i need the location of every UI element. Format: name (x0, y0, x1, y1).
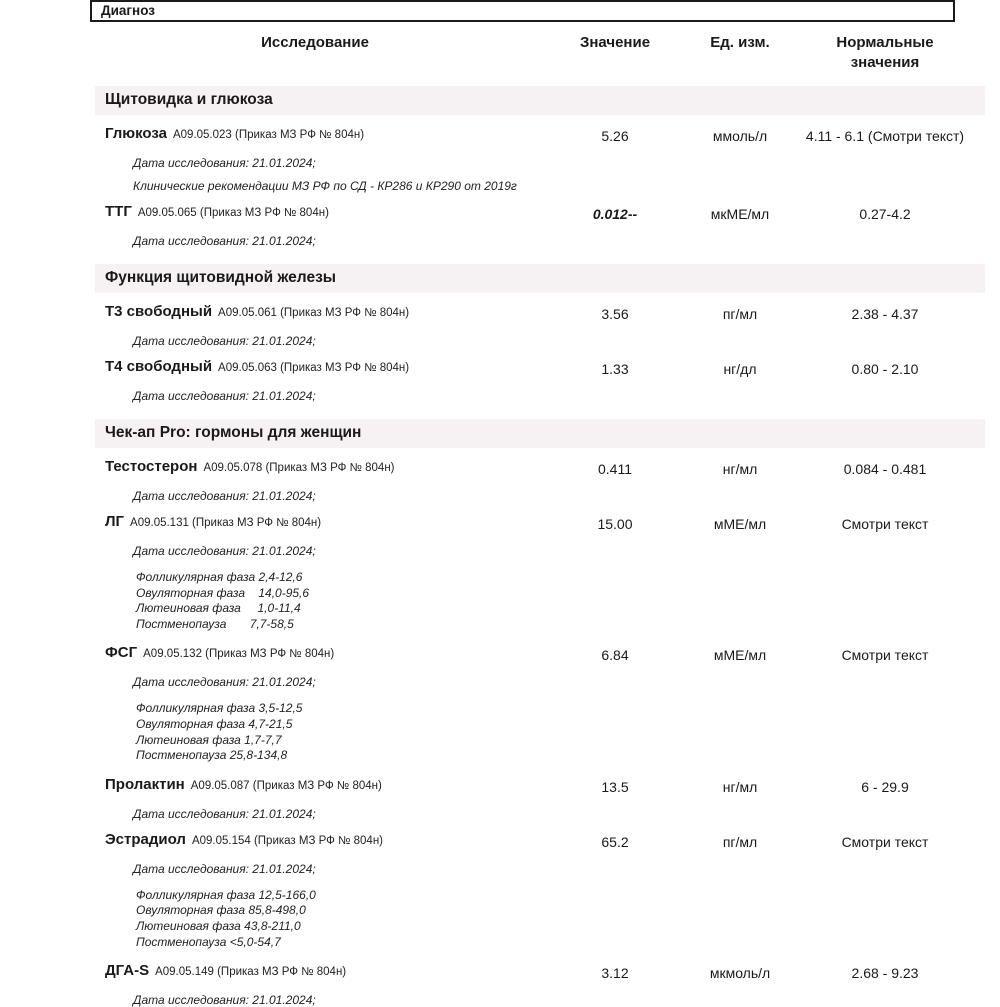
test-value: 1.33 (601, 361, 629, 377)
reference-phase-line: Лютеиновая фаза 1,0-11,4 (136, 601, 301, 616)
test-units: ммоль/л (712, 128, 768, 144)
test-name: Пролактин (105, 775, 185, 793)
test-code: A09.05.023 (Приказ МЗ РФ № 804н) (172, 129, 365, 141)
reference-phase-line: Овуляторная фаза 85,8-498,0 (136, 903, 306, 918)
test-note: Дата исследования: 21.01.2024; (133, 806, 316, 821)
test-normal: 0.80 - 2.10 (851, 361, 919, 377)
reference-phase-line: Постменопауза <5,0-54,7 (136, 934, 281, 949)
test-note: Дата исследования: 21.01.2024; (133, 861, 316, 876)
column-header-value: Значение (579, 34, 651, 51)
reference-phases (136, 888, 535, 950)
test-units: пг/мл (722, 833, 758, 850)
test-row (95, 448, 985, 503)
test-code: A09.05.087 (Приказ МЗ РФ № 804н) (190, 779, 382, 792)
test-note: Дата исследования: 21.01.2024; (133, 389, 316, 403)
test-name-cell (95, 962, 535, 1007)
reference-phase-line: Фолликулярная фаза 3,5-12,5 (136, 701, 303, 716)
test-note: Дата исследования: 21.01.2024; (133, 675, 316, 690)
test-row (95, 952, 985, 1007)
test-code: A09.05.078 (Приказ МЗ РФ № 804н) (203, 462, 395, 474)
test-normal: 4.11 - 6.1 (Смотри текст) (805, 128, 965, 144)
test-value: 6.84 (601, 647, 629, 664)
test-name-cell (95, 458, 535, 503)
diagnosis-box (90, 0, 955, 22)
test-normal: Смотри текст (841, 516, 929, 532)
test-row (95, 503, 985, 634)
test-value: 3.12 (601, 965, 629, 982)
test-row (95, 821, 985, 952)
test-note: Дата исследования: 21.01.2024; (133, 334, 316, 348)
test-units: нг/дл (723, 361, 757, 377)
test-normal: 0.27-4.2 (859, 206, 911, 222)
test-units: мкмоль/л (709, 965, 771, 982)
test-code: A09.05.149 (Приказ МЗ РФ № 804н) (155, 966, 347, 979)
test-name-cell (95, 303, 535, 348)
test-note: Дата исследования: 21.01.2024; (133, 993, 316, 1007)
reference-phase-line: Постменопауза 25,8-134,8 (136, 748, 288, 763)
test-normal: 0.084 - 0.481 (843, 461, 927, 477)
column-header-normal: Нормальные значения (836, 34, 934, 71)
test-name: ТТГ (105, 203, 132, 220)
test-note: Дата исследования: 21.01.2024; (133, 156, 316, 170)
table-header (95, 22, 985, 72)
test-name: Эстрадиол (105, 830, 186, 848)
test-units: нг/мл (722, 778, 758, 795)
test-row (95, 348, 985, 403)
test-note: Дата исследования: 21.01.2024; (133, 544, 316, 558)
test-code: A09.05.063 (Приказ МЗ РФ № 804н) (218, 362, 410, 374)
test-name-cell (95, 358, 535, 403)
reference-phase-line: Фолликулярная фаза 12,5-166,0 (136, 887, 316, 902)
section-header: Щитовидка и глюкоза (95, 86, 985, 115)
test-code: A09.05.061 (Приказ МЗ РФ № 804н) (218, 307, 410, 319)
test-name: ДГА-S (105, 962, 150, 980)
test-name-cell (95, 644, 535, 765)
test-units: мМЕ/мл (713, 516, 767, 532)
test-note: Дата исследования: 21.01.2024; (133, 489, 316, 503)
test-code: A09.05.154 (Приказ МЗ РФ № 804н) (191, 834, 383, 847)
test-row (95, 115, 985, 193)
test-row (95, 293, 985, 348)
test-name: Глюкоза (105, 125, 167, 142)
report-section (0, 86, 1000, 248)
test-note: Дата исследования: 21.01.2024; (133, 234, 316, 248)
reference-phase-line: Лютеиновая фаза 43,8-211,0 (136, 918, 301, 933)
test-row (95, 193, 985, 248)
test-row (95, 766, 985, 821)
reference-phase-line: Овуляторная фаза 14,0-95,6 (136, 585, 310, 600)
reference-phase-line: Фолликулярная фаза 2,4-12,6 (136, 570, 303, 584)
test-code: A09.05.132 (Приказ МЗ РФ № 804н) (143, 648, 335, 661)
test-name: Т3 свободный (105, 303, 213, 320)
section-header: Чек-ап Pro: гормоны для женщин (95, 419, 985, 448)
report-section (0, 264, 1000, 403)
reference-phase-line: Лютеиновая фаза 1,7-7,7 (136, 732, 282, 747)
test-value: 13.5 (601, 778, 629, 795)
test-normal: 2.38 - 4.37 (851, 306, 919, 322)
test-units: мМЕ/мл (713, 647, 767, 664)
test-value: 5.26 (601, 128, 629, 144)
test-name-cell (95, 125, 535, 193)
test-normal: Смотри текст (841, 833, 929, 850)
test-code: A09.05.065 (Приказ МЗ РФ № 804н) (137, 207, 329, 219)
test-name: ЛГ (105, 513, 125, 530)
test-value: 0.411 (598, 461, 632, 477)
test-note: Клинические рекомендации МЗ РФ по СД - КР286 и КР290 от 2019г (133, 179, 517, 193)
test-name: Тестостерон (105, 458, 198, 475)
reference-phases (136, 570, 535, 632)
section-header: Функция щитовидной железы (95, 264, 985, 293)
test-units: пг/мл (722, 306, 758, 322)
test-name-cell (95, 776, 535, 821)
test-name: Т4 свободный (105, 358, 213, 375)
results-body (0, 86, 1000, 1007)
test-name-cell (95, 831, 535, 952)
test-name: ФСГ (105, 644, 138, 662)
test-normal: Смотри текст (841, 647, 929, 664)
report-section (0, 419, 1000, 1007)
test-row (95, 634, 985, 765)
column-header-units: Ед. изм. (710, 34, 770, 51)
reference-phases (136, 701, 535, 763)
test-name-cell (95, 513, 535, 634)
column-header-study: Исследование (261, 34, 369, 51)
test-normal: 6 - 29.9 (861, 778, 909, 795)
test-value: 0.012-- (592, 206, 638, 222)
test-value: 65.2 (601, 833, 629, 850)
test-value: 15.00 (597, 516, 633, 532)
diagnosis-label: Диагноз (101, 3, 155, 18)
test-code: A09.05.131 (Приказ МЗ РФ № 804н) (130, 517, 322, 529)
test-normal: 2.68 - 9.23 (851, 965, 919, 982)
reference-phase-line: Овуляторная фаза 4,7-21,5 (136, 716, 293, 731)
test-units: нг/мл (722, 461, 758, 477)
reference-phase-line: Постменопауза 7,7-58,5 (136, 616, 294, 631)
test-name-cell (95, 203, 535, 248)
test-value: 3.56 (601, 306, 629, 322)
test-units: мкМЕ/мл (710, 206, 770, 222)
